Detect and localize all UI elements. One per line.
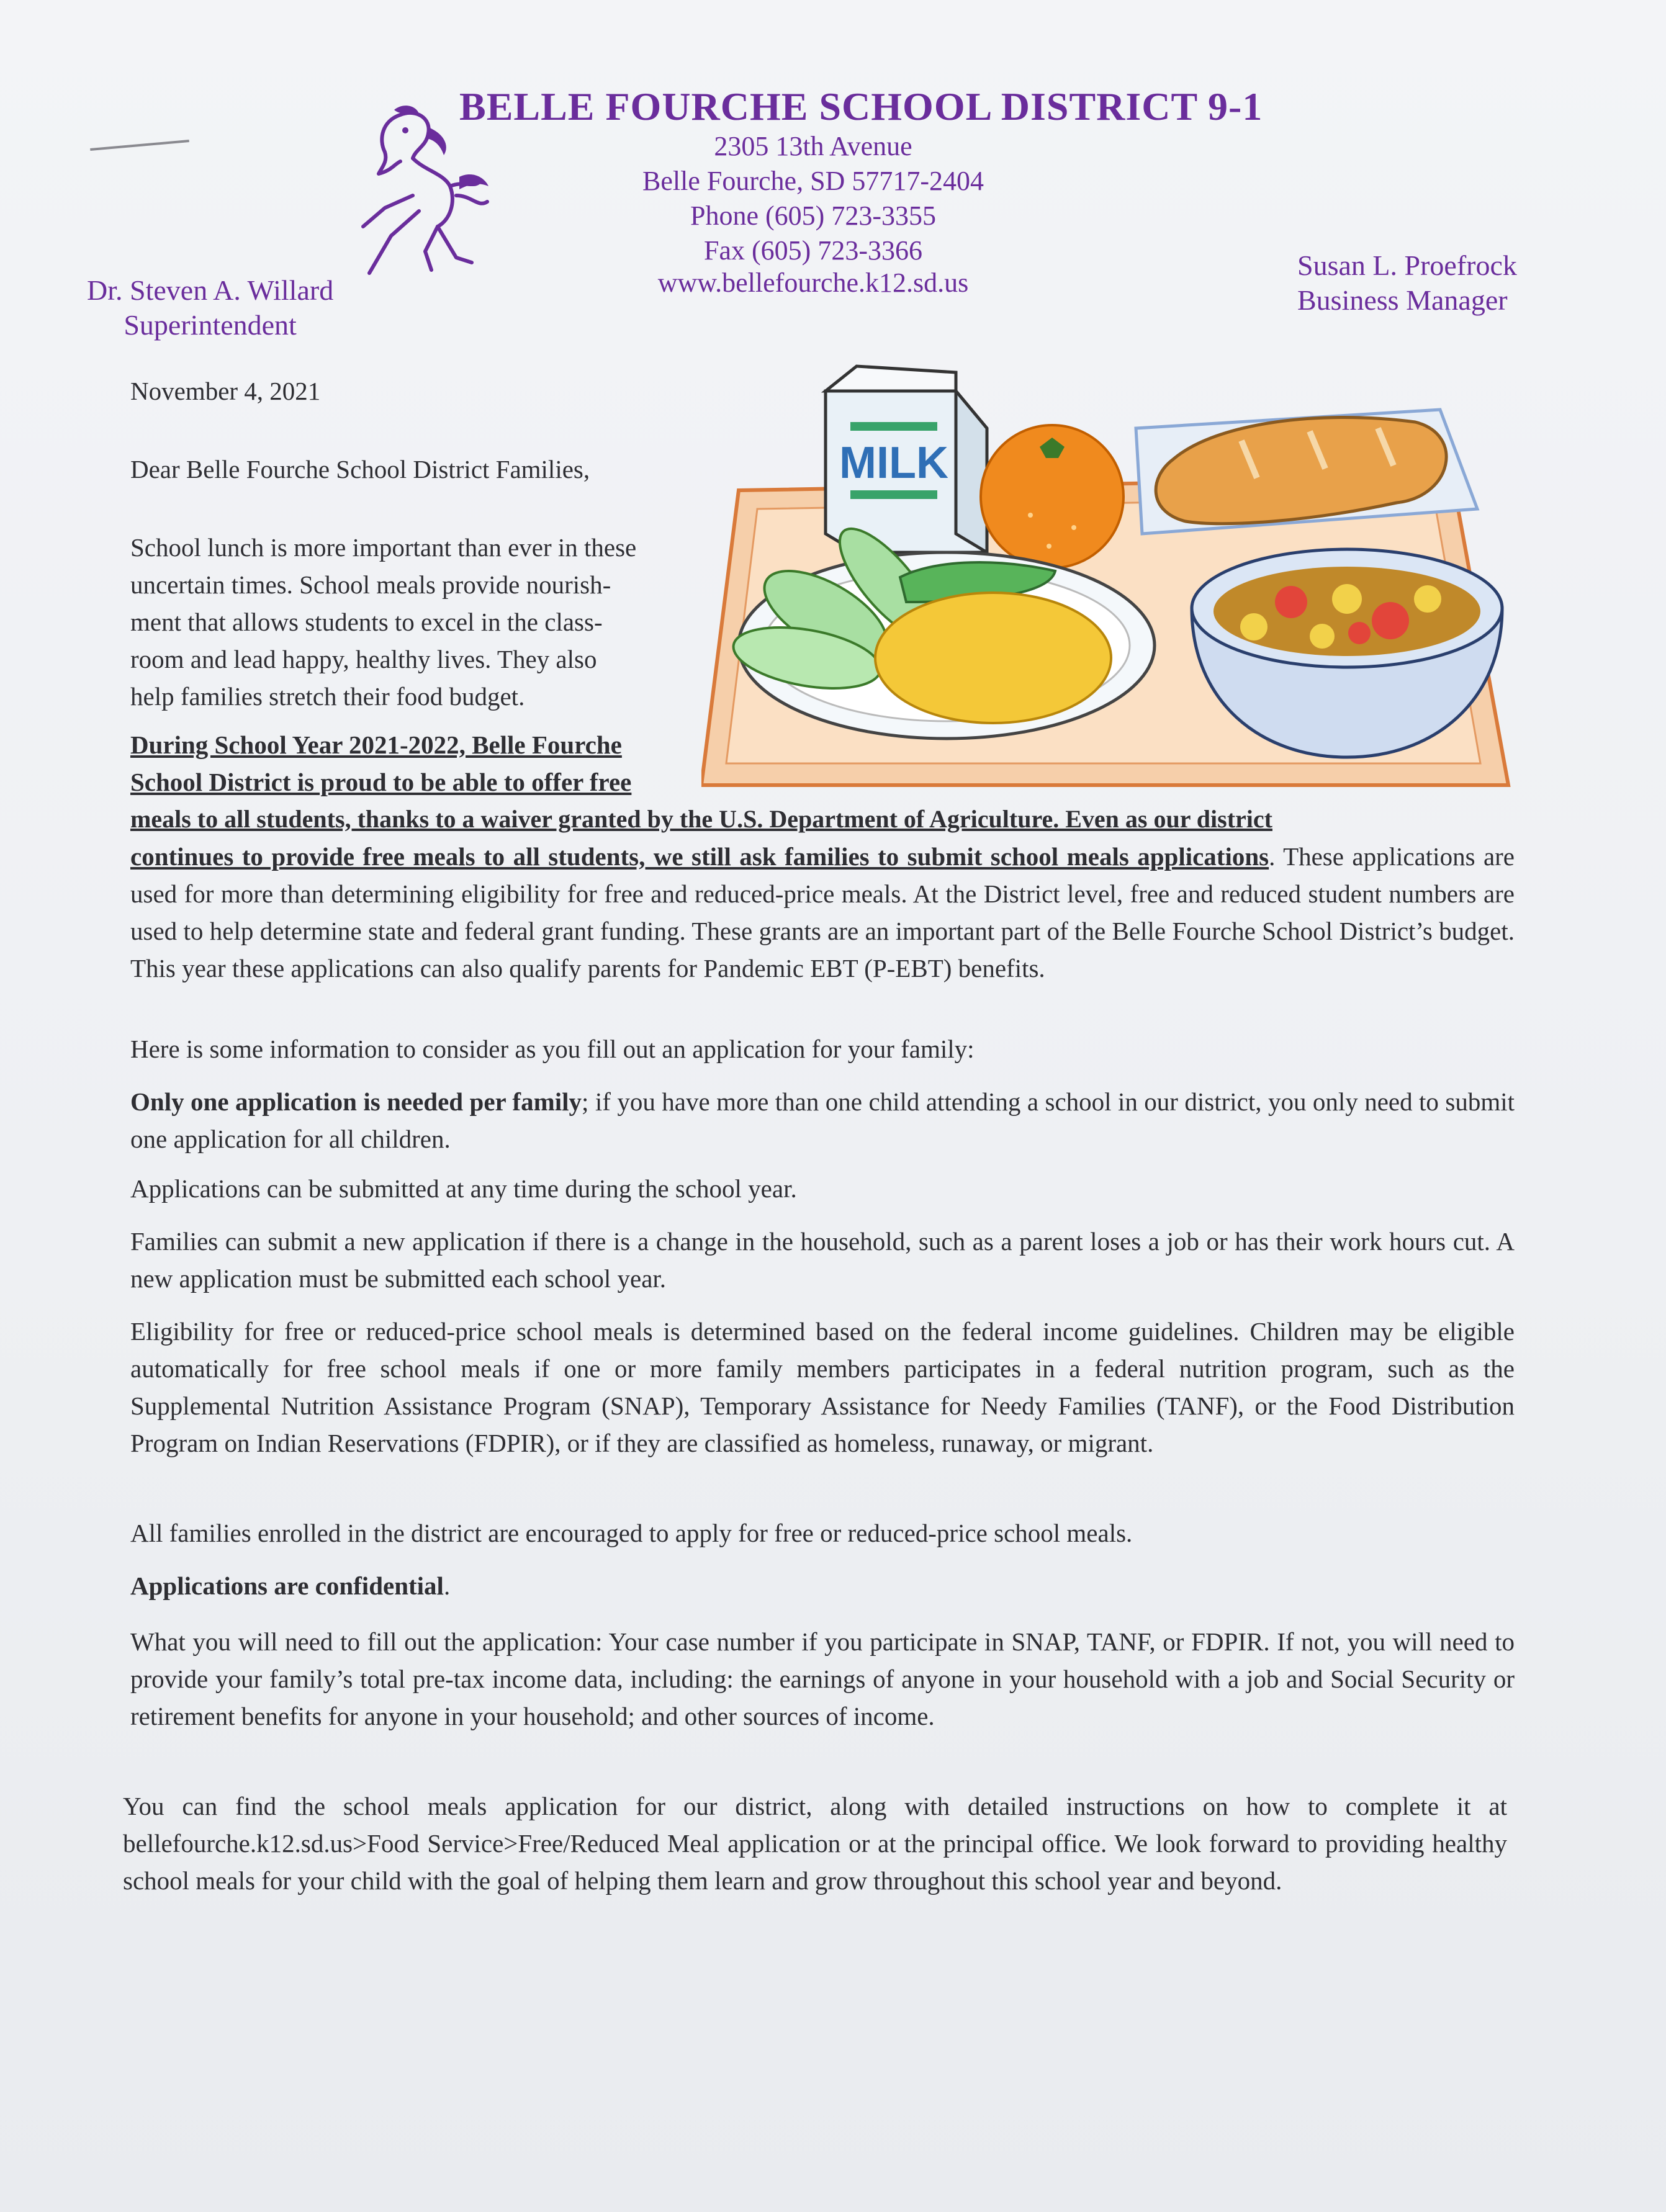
superintendent-name: Dr. Steven A. Willard	[87, 274, 334, 306]
intro-line: School lunch is more important than ever in these	[130, 533, 637, 562]
business-manager-name: Susan L. Proefrock	[1297, 250, 1517, 281]
requirements-paragraph: What you will need to fill out the application: Your case number if you participate in SNAP, TANF, or FDPIR. If not, you will need to provide your family’s total pre-tax income data, including: the earnings of anyone in your household with a job and Social Security or retirement benefits for anyone in your household; and other sources of income.	[130, 1627, 1515, 1730]
free-meals-announcement	[130, 726, 708, 801]
find-application-paragraph: You can find the school meals application for our district, along with detailed instructions on how to complete it at bellefourche.k12.sd.us>Food Service>Free/Reduced Meal application or at the principal office. We look forward to providing healthy school meals for your child with the goal of helping them learn and grow throughout this school year and beyond.	[123, 1792, 1507, 1895]
superintendent-block	[87, 273, 333, 343]
lunch-tray-illustration	[701, 354, 1515, 788]
anytime-paragraph: Applications can be submitted at any time during the school year.	[130, 1174, 797, 1203]
eligibility-paragraph: Eligibility for free or reduced-price school meals is determined based on the federal income guidelines. Children may be eligible automatically for free school meals if one or more family members participates in a federal nutrition program, such as the Supplemental Nutrition Assistance Program (SNAP), Temporary Assistance for Needy Families (TANF), or the Food Distribution Program on Indian Reservations (FDPIR), or if they are classified as homeless, runaway, or migrant.	[130, 1317, 1515, 1457]
letter-salutation: Dear Belle Fourche School District Families,	[130, 455, 590, 483]
encourage-paragraph: All families enrolled in the district are encouraged to apply for free or reduced-price school meals.	[130, 1519, 1133, 1547]
address-line-2: Belle Fourche, SD 57717-2404	[642, 166, 984, 196]
intro-line: room and lead happy, healthy lives. They also	[130, 645, 597, 673]
announcement-line: School District is proud to be able to offer free	[130, 768, 632, 796]
announcement-tail: . These	[1269, 842, 1344, 871]
intro-line: uncertain times. School meals provide nourish-	[130, 570, 611, 599]
info-intro-paragraph: Here is some information to consider as you fill out an application for your family:	[130, 1035, 975, 1063]
announcement-line: During School Year 2021-2022, Belle Fourche	[130, 731, 622, 759]
announcement-last-line: continues to provide free meals to all students, we still ask families to submit school meals applications	[130, 842, 1269, 871]
superintendent-title: Superintendent	[124, 309, 297, 341]
announcement-line: meals to all students, thanks to a waiver granted by the U.S. Department of Agriculture. Even as our district	[130, 805, 1272, 833]
announcement-full-line	[130, 801, 1515, 838]
orange-icon	[981, 425, 1123, 568]
intro-line: help families stretch their food budget.	[130, 682, 525, 711]
letter-date: November 4, 2021	[130, 377, 321, 405]
one-application-bold: Only one application is needed per family	[130, 1087, 582, 1116]
district-name: BELLE FOURCHE SCHOOL DISTRICT 9-1	[459, 84, 1263, 128]
milk-label: MILK	[839, 438, 948, 488]
one-application-paragraph	[130, 1083, 1515, 1158]
new-application-paragraph: Families can submit a new application if there is a change in the household, such as a parent loses a job or has their work hours cut. A new application must be submitted each school year.	[130, 1227, 1515, 1293]
one-application-text: ; if you have more than one child attending a school in our district, you only need to submit one application for all children.	[130, 1087, 1515, 1153]
phone-number: Phone (605) 723-3355	[690, 200, 936, 231]
fax-number: Fax (605) 723-3366	[704, 235, 922, 266]
website-url: www.bellefourche.k12.sd.us	[657, 268, 969, 298]
address-line-1: 2305 13th Avenue	[714, 131, 912, 161]
business-manager-title: Business Manager	[1297, 284, 1508, 316]
milk-carton-icon	[826, 366, 987, 552]
intro-paragraph	[130, 529, 708, 715]
confidential-bold: Applications are confidential	[130, 1571, 444, 1600]
pen-mark	[90, 140, 189, 151]
confidential-period: .	[443, 1571, 451, 1600]
intro-line: ment that allows students to excel in the class-	[130, 608, 603, 636]
applications-paragraph	[130, 838, 1515, 987]
applications-text: applications are used for more than determining eligibility for free and reduced-price meals. At the District level, free and reduced student numbers are used to help determine state and federal grant funding. These grants are an important part of the Belle Fourche School District’s budget. This year these applications can also qualify parents for Pandemic EBT (P-EBT) benefits.	[130, 842, 1515, 982]
business-manager-block	[1297, 248, 1517, 318]
confidential-paragraph	[130, 1567, 1515, 1604]
